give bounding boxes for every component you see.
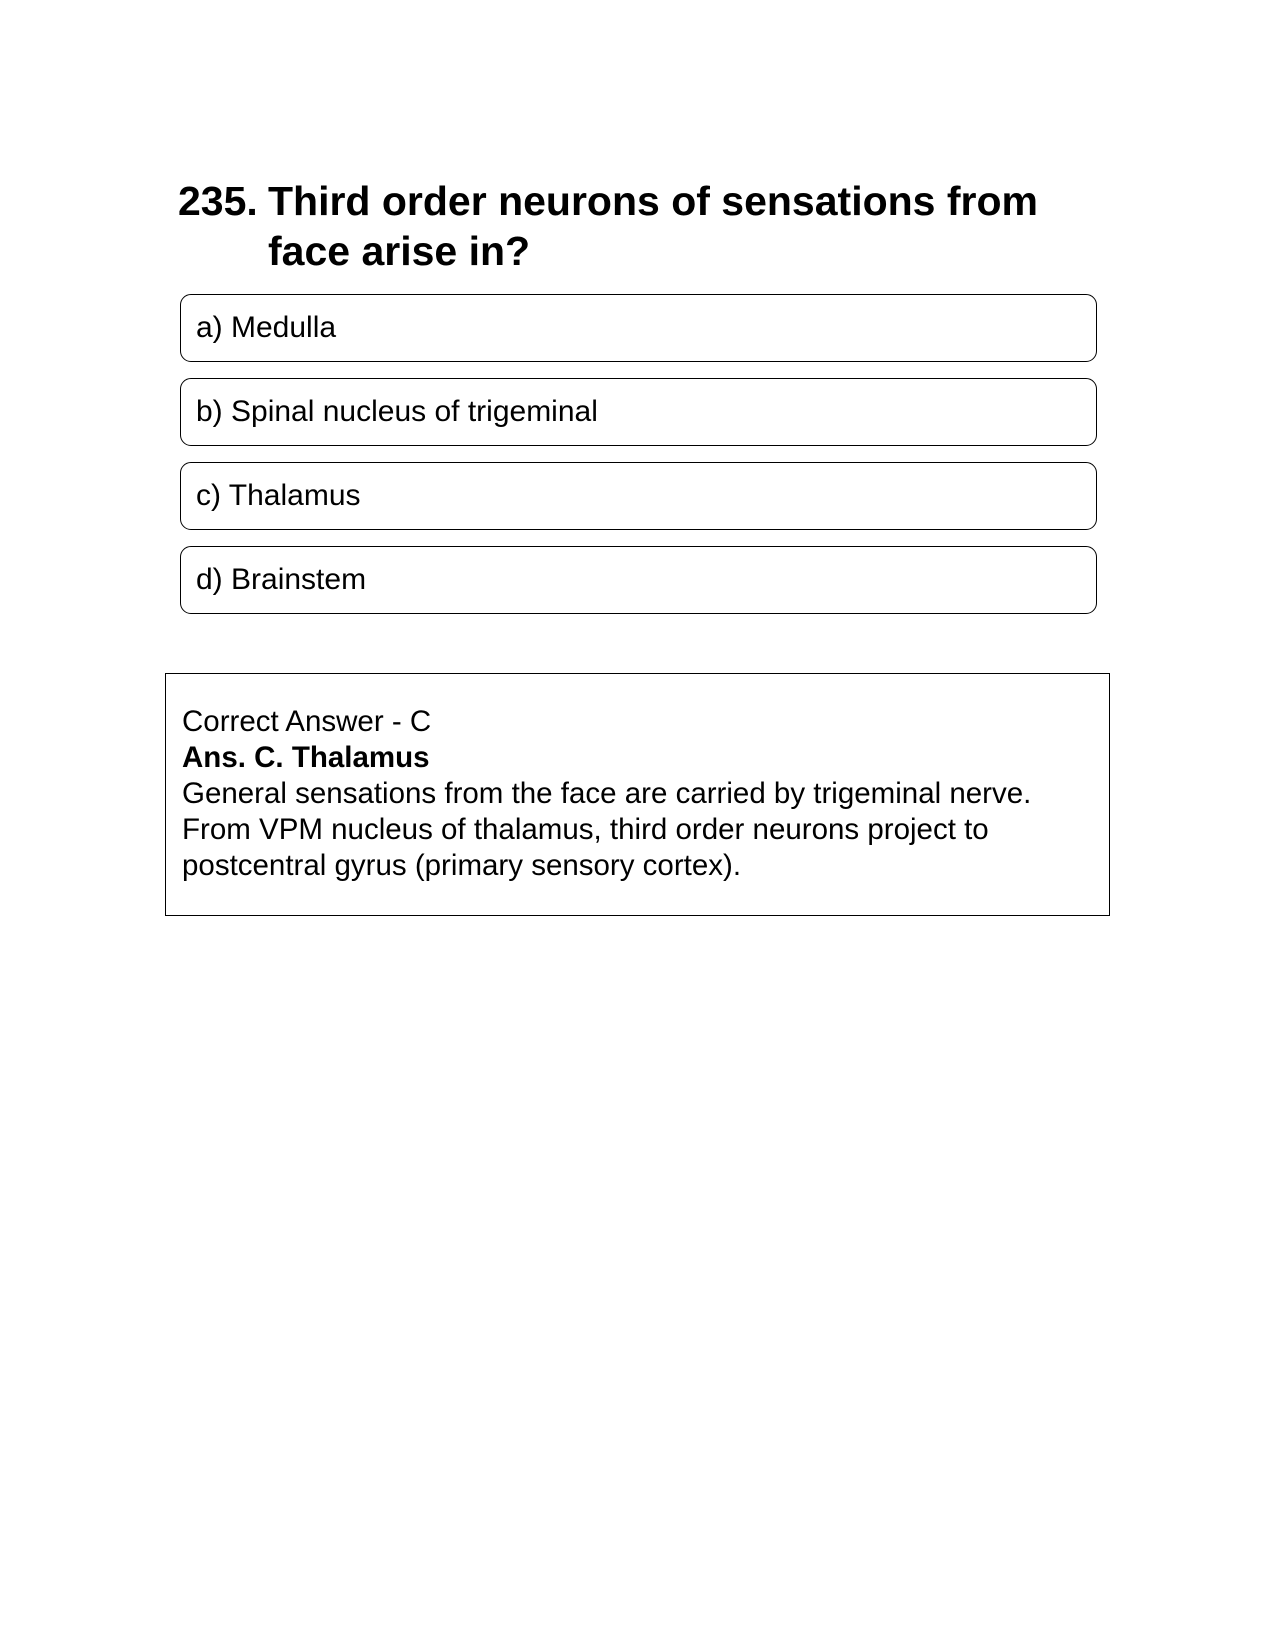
option-d[interactable]: d) Brainstem [180, 546, 1097, 614]
answer-box [165, 673, 1110, 916]
option-c[interactable]: c) Thalamus [180, 462, 1097, 530]
option-a[interactable]: a) Medulla [180, 294, 1097, 362]
explanation-line: General sensations from the face are carried by trigeminal nerve. [182, 777, 1032, 810]
explanation-line: postcentral gyrus (primary sensory cortex). [182, 849, 742, 882]
correct-answer: Correct Answer - C [182, 705, 432, 738]
question-text: Third order neurons of sensations from face arise in? [268, 178, 1038, 274]
answer-heading: Ans. C. Thalamus [182, 741, 430, 774]
question-number: 235. [178, 178, 258, 224]
question [178, 176, 1098, 276]
explanation-line: From VPM nucleus of thalamus, third order neurons project to [182, 813, 989, 846]
options-list [180, 294, 1097, 630]
option-b[interactable]: b) Spinal nucleus of trigeminal [180, 378, 1097, 446]
